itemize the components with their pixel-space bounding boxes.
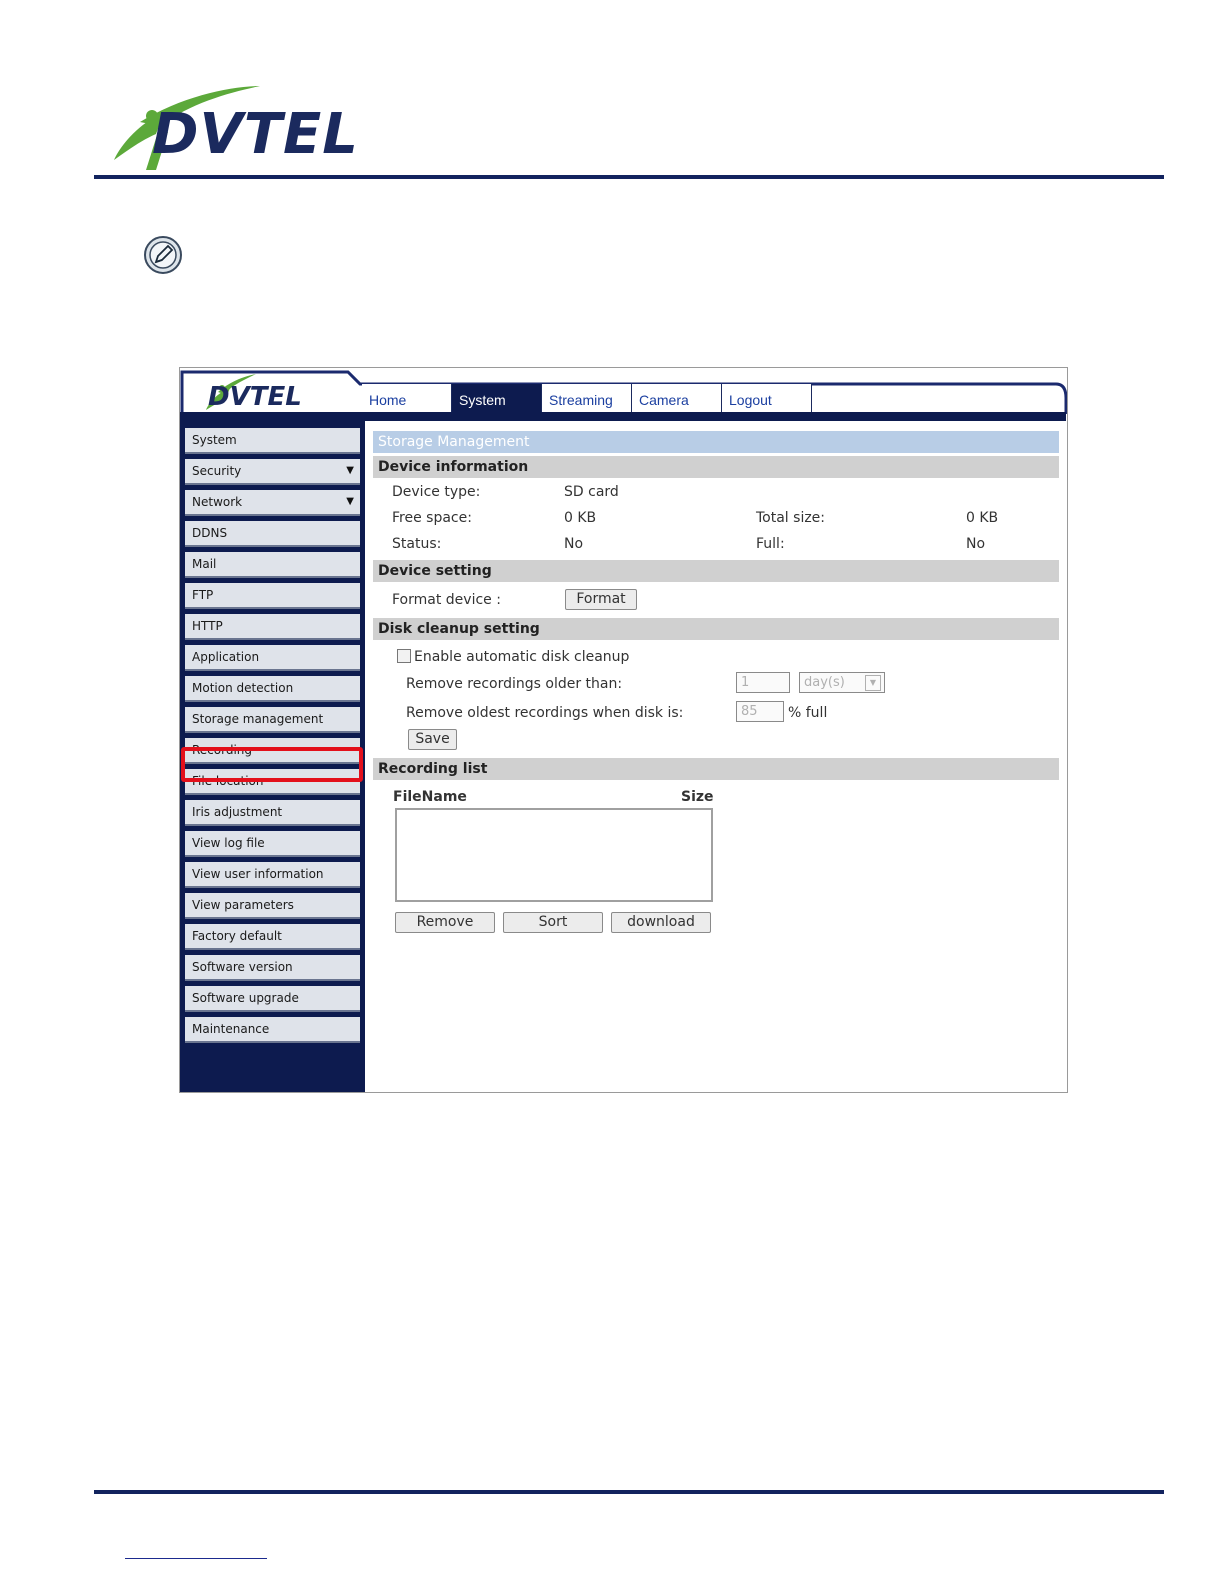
older-than-label: Remove recordings older than: — [406, 676, 623, 692]
section-disk-cleanup: Disk cleanup setting — [373, 618, 1059, 640]
sidebar-item-view-user-information[interactable]: View user information — [185, 862, 360, 888]
sort-button[interactable]: Sort — [503, 912, 603, 933]
section-device-information: Device information — [373, 456, 1059, 478]
disk-full-label: Remove oldest recordings when disk is: — [406, 705, 684, 721]
disk-full-input[interactable]: 85 — [736, 701, 784, 722]
section-recording-list: Recording list — [373, 758, 1059, 780]
tab-logout[interactable]: Logout — [722, 384, 812, 412]
sidebar-item-motion-detection[interactable]: Motion detection — [185, 676, 360, 702]
older-than-unit-select[interactable] — [799, 672, 885, 693]
footer-rule — [94, 1490, 1164, 1494]
main-content — [363, 421, 1067, 1093]
tab-camera[interactable]: Camera — [632, 384, 722, 412]
tab-streaming[interactable]: Streaming — [542, 384, 632, 412]
older-than-input[interactable]: 1 — [736, 672, 790, 693]
storage-management-highlight — [181, 747, 363, 782]
ui-wordmark: DVTEL — [208, 382, 302, 412]
sidebar-item-security[interactable] — [185, 459, 360, 485]
dropdown-arrow-icon: ▼ — [346, 496, 354, 507]
sidebar-item-factory-default[interactable]: Factory default — [185, 924, 360, 950]
sidebar-item-ddns[interactable]: DDNS — [185, 521, 360, 547]
nav-strip — [360, 412, 1066, 421]
sidebar-item-storage-management[interactable]: Storage management — [185, 707, 360, 733]
total-size-label: Total size: — [756, 510, 826, 526]
footer-link-underline — [125, 1558, 267, 1559]
sidebar-item-http[interactable]: HTTP — [185, 614, 360, 640]
older-than-unit-value: day(s) — [804, 675, 845, 690]
sidebar-item-mail[interactable]: Mail — [185, 552, 360, 578]
sidebar-item-label: Network — [192, 495, 243, 509]
main-nav-tabs — [362, 384, 812, 412]
format-device-label: Format device : — [392, 592, 501, 608]
chevron-down-icon: ▼ — [865, 675, 881, 691]
sidebar-item-file-location[interactable]: File location — [185, 769, 360, 795]
note-pen-icon — [143, 235, 183, 275]
sidebar-item-label: Security — [192, 464, 242, 478]
sidebar-item-iris-adjustment[interactable]: Iris adjustment — [185, 800, 360, 826]
page-title: Storage Management — [373, 431, 1059, 453]
full-label: Full: — [756, 536, 785, 552]
sidebar-item-maintenance[interactable]: Maintenance — [185, 1017, 360, 1043]
sidebar-item-recording[interactable]: Recording — [185, 738, 360, 764]
free-space-value: 0 KB — [564, 510, 597, 526]
sidebar-item-software-upgrade[interactable]: Software upgrade — [185, 986, 360, 1012]
sidebar-item-system[interactable]: System — [185, 428, 360, 454]
ui-logo — [180, 368, 360, 416]
download-button[interactable]: download — [611, 912, 711, 933]
dvtel-wordmark: DVTEL — [152, 102, 359, 167]
format-button[interactable]: Format — [565, 589, 637, 610]
section-device-setting: Device setting — [373, 560, 1059, 582]
device-type-label: Device type: — [392, 484, 481, 500]
dvtel-logo — [112, 82, 359, 174]
sidebar-item-network[interactable] — [185, 490, 360, 516]
top-bar — [180, 368, 1067, 414]
web-ui-screenshot — [179, 367, 1068, 1093]
size-column-header: Size — [681, 789, 714, 805]
filename-column-header: FileName — [393, 789, 467, 805]
sidebar-item-view-log-file[interactable]: View log file — [185, 831, 360, 857]
remove-button[interactable]: Remove — [395, 912, 495, 933]
full-value: No — [966, 536, 986, 552]
enable-cleanup-checkbox[interactable] — [397, 649, 411, 663]
sidebar-item-software-version[interactable]: Software version — [185, 955, 360, 981]
save-button[interactable]: Save — [408, 729, 457, 750]
sidebar-item-application[interactable]: Application — [185, 645, 360, 671]
header-rule — [94, 175, 1164, 179]
sidebar-item-ftp[interactable]: FTP — [185, 583, 360, 609]
status-label: Status: — [392, 536, 442, 552]
sidebar — [180, 412, 363, 1093]
sidebar-item-view-parameters[interactable]: View parameters — [185, 893, 360, 919]
enable-cleanup-label: Enable automatic disk cleanup — [414, 649, 630, 665]
status-value: No — [564, 536, 584, 552]
free-space-label: Free space: — [392, 510, 472, 526]
percent-full-label: % full — [788, 705, 828, 721]
tab-home[interactable]: Home — [362, 384, 452, 412]
device-type-value: SD card — [564, 484, 619, 500]
total-size-value: 0 KB — [966, 510, 999, 526]
recording-listbox[interactable] — [395, 808, 713, 902]
dropdown-arrow-icon: ▼ — [346, 465, 354, 476]
tab-system[interactable]: System — [452, 384, 542, 412]
